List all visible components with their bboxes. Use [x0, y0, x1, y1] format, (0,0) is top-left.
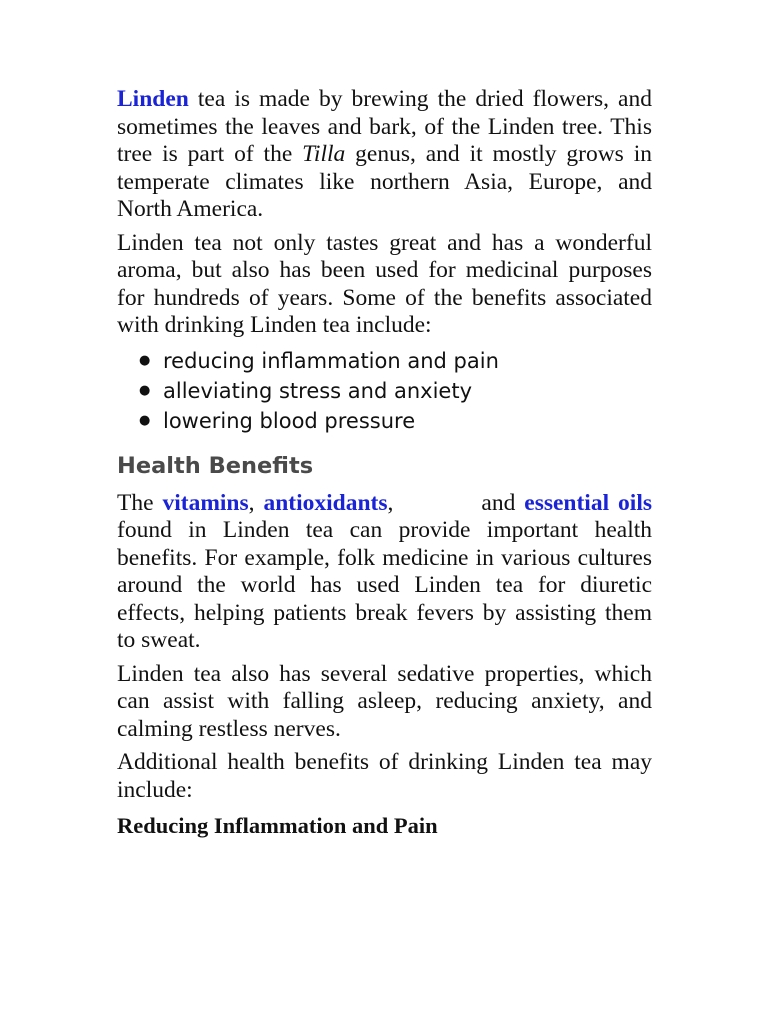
intro-text-b: genus, and it mostly grows in temperate climates like northern Asia, Europe, and North America. — [117, 141, 652, 222]
additional-benefits-paragraph: Additional health benefits of drinking Linden tea may include: — [117, 749, 652, 803]
list-item-text: lowering blood pressure — [163, 408, 416, 433]
health-comma-2: , — [387, 489, 394, 516]
intro-text-a: tea is made by brewing the dried flowers, and sometimes the leaves and bark, of the Linden tree. This tree is part of the — [117, 86, 652, 167]
list-item — [117, 346, 652, 376]
bullet-icon: ● — [139, 352, 151, 368]
vitamins-link[interactable]: vitamins — [162, 489, 249, 516]
benefits-list — [117, 346, 652, 436]
list-item — [117, 376, 652, 406]
list-item-text: reducing inflammation and pain — [163, 348, 499, 373]
bullet-icon: ● — [139, 412, 151, 428]
antioxidants-link[interactable]: antioxidants — [263, 489, 388, 516]
subheading: Reducing Inflammation and Pain — [117, 813, 438, 838]
list-item — [117, 406, 652, 436]
intro-paragraph — [117, 86, 652, 224]
health-text-rest: found in Linden tea can provide important health benefits. For example, folk medicine in various cultures around the world has used Linden tea for diuretic effects, helping patients break fevers by assisting them to sweat. — [117, 517, 652, 653]
benefits-intro-paragraph: Linden tea not only tastes great and has a wonderful aroma, but also has been used for medicinal purposes for hundreds of years. Some of the benefits associated with drinking Linden tea include: — [117, 229, 652, 338]
linden-link[interactable]: Linden — [117, 86, 189, 112]
essential-oils-link[interactable]: essential oils — [524, 489, 652, 516]
sedative-paragraph: Linden tea also has several sedative properties, which can assist with falling asleep, reducing anxiety, and calming restless nerves. — [117, 660, 652, 742]
list-item-text: alleviating stress and anxiety — [163, 378, 473, 403]
health-comma-1: , — [248, 489, 264, 516]
section-heading: Health Benefits — [117, 452, 314, 479]
health-text-the: The — [117, 489, 163, 516]
genus-name: Tilla — [302, 141, 346, 167]
article-body — [117, 86, 652, 840]
bullet-icon: ● — [139, 382, 151, 398]
health-benefits-paragraph — [117, 490, 652, 655]
health-text-and: and — [481, 489, 525, 516]
